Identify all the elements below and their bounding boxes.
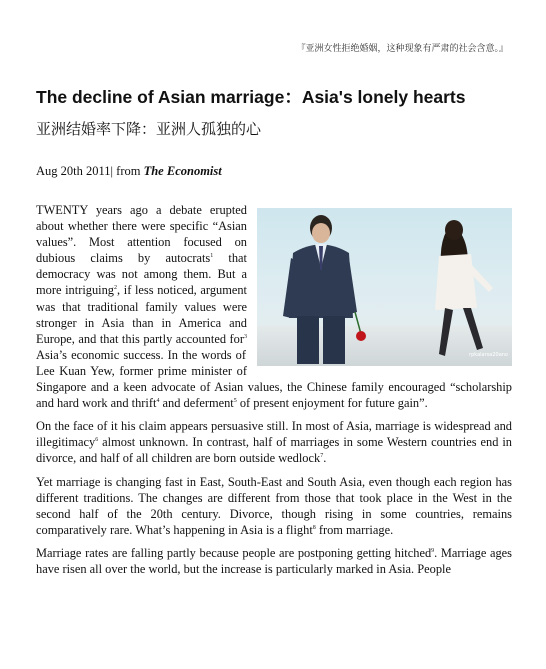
article-body (36, 202, 512, 584)
footnote-marker: 3 (244, 333, 247, 340)
article-publication: The Economist (143, 164, 222, 178)
paragraph-text: almost unknown. In contrast, half of marriages in some Western countries end in divorce, and half of all children are born outside wedlock (36, 435, 512, 466)
paragraph-text: of present enjoyment for future gain”. (236, 396, 428, 411)
footnote-marker: 4 (156, 398, 160, 404)
article-illustration (257, 208, 512, 366)
footnote-marker: 7 (320, 453, 324, 460)
article-paragraph (36, 474, 512, 538)
paragraph-text: TWENTY years ago a debate erupted about whether there were specific “Asian values”. Most attention focused on dubious claims by autocrats (36, 203, 247, 266)
header-quote: 『亚洲女性拒绝婚姻，这种现象有严肃的社会含意。』 (296, 44, 508, 54)
paragraph-text: and deferment (159, 396, 234, 411)
paragraph-text: from marriage. (315, 522, 394, 537)
footnote-marker: 5 (233, 398, 237, 404)
footnote-marker: 8 (312, 524, 316, 531)
article-paragraph (36, 418, 512, 466)
article-paragraph (36, 545, 512, 577)
paragraph-text: Asia’s economic success. In the words of Lee Kuan Yew, former prime minister of Singapore and a keen advocate of Asian values, the Chinese family encouraged “scholarship and hard work and thrift (36, 347, 512, 411)
article-dateline (36, 164, 222, 179)
paragraph-text: . Marriage ages have risen all over the world, but the increase is particularly marked in Asia. People (36, 545, 513, 576)
article-title-english: The decline of Asian marriage：Asia's lonely hearts (36, 87, 466, 107)
rose-icon (355, 312, 366, 341)
paragraph-text: Marriage rates are falling partly because people are postponing getting hitched (36, 545, 432, 560)
paragraph-text: On the face of it his claim appears persuasive still. In most of Asia, marriage is widespread and illegitimacy (36, 419, 512, 450)
paragraph-text: , if less noticed, argument was that traditional family values were stronger in Asia than in America and Europe, and that this partly accounted for (36, 283, 248, 346)
image-credit: rpkalarsa20ano (469, 351, 508, 358)
paragraph-text: Yet marriage is changing fast in East, South-East and South Asia, even though each region has different traditions. The changes are different from those that took place in the West in the second half of the 20th century. Divorce, though rising in some countries, remains comparatively rare. What’s happening in Asia is a flight (36, 474, 512, 537)
paragraph-text: that democracy was not among them. But a more intriguing (36, 251, 247, 298)
footnote-marker: 1 (210, 253, 214, 260)
couple-illustration (257, 208, 512, 366)
footnote-marker: 9 (431, 547, 435, 554)
footnote-marker: 2 (114, 285, 117, 292)
man-figure (283, 215, 357, 364)
article-date: Aug 20th 2011| from (36, 164, 144, 178)
woman-figure (435, 220, 493, 356)
article-title-chinese: 亚洲结婚率下降：亚洲人孤独的心 (36, 120, 262, 138)
paragraph-text: . (323, 451, 327, 466)
footnote-marker: 6 (95, 437, 99, 444)
